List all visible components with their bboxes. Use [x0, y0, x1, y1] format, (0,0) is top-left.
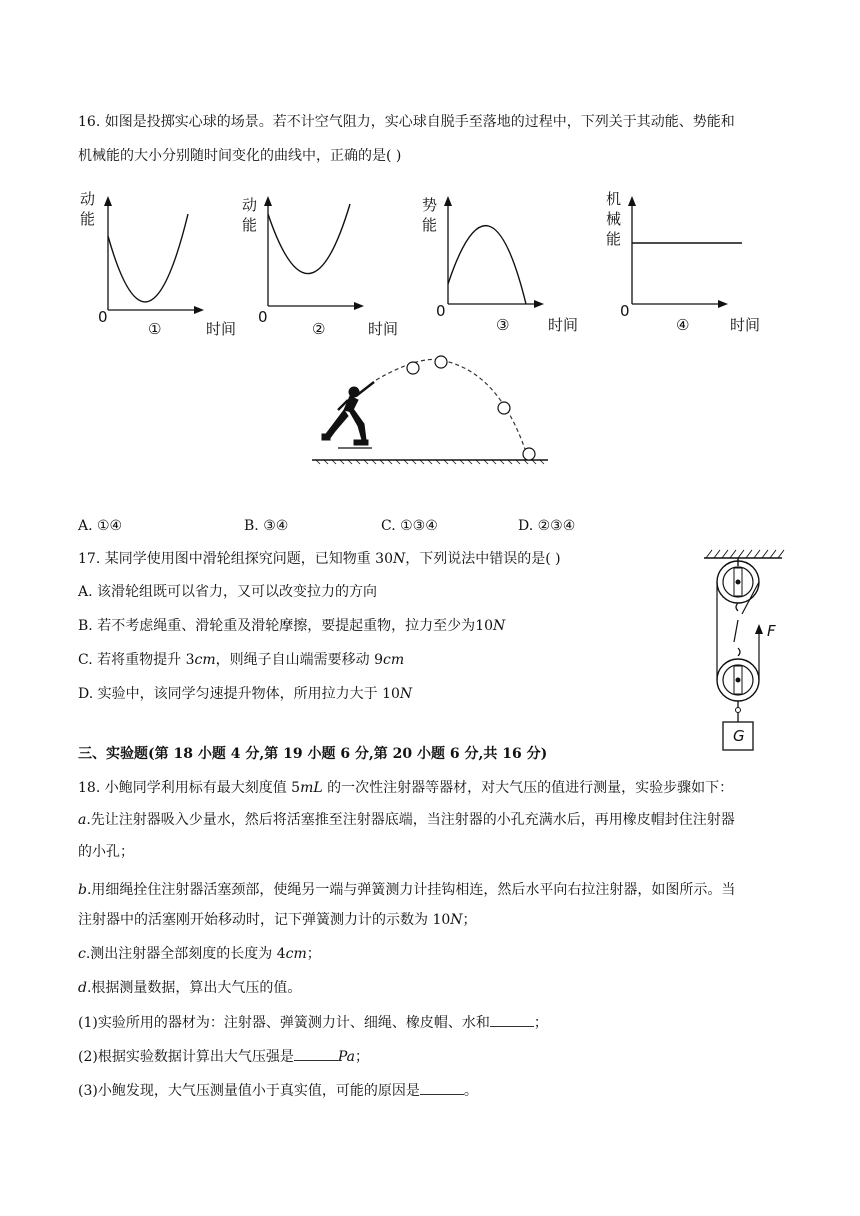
- graph-2-ylabel-1: 动: [242, 196, 258, 214]
- graph-4-xlabel: 时间: [730, 316, 761, 334]
- graph-3-potential-energy: [420, 188, 590, 340]
- q17-stem: 17. 某同学使用图中滑轮组探究问题，已知物重 30N，下列说法中错误的是( ): [78, 551, 561, 567]
- q16-stem-line2: 机械能的大小分别随时间变化的曲线中，正确的是( ): [78, 148, 402, 164]
- weight-label: G: [733, 727, 745, 745]
- graph-4-mechanical-energy: [604, 188, 779, 340]
- q17-option-b[interactable]: B. 若不考虑绳重、滑轮重及滑轮摩擦，要提起重物，拉力至少为10N: [78, 618, 506, 634]
- q18-intro: 18. 小鲍同学利用标有最大刻度值 5mL 的一次性注射器等器材，对大气压的值进行测量，实验步骤如下：: [78, 780, 734, 796]
- q17-option-c[interactable]: C. 若将重物提升 3cm，则绳子自山端需要移动 9cm: [78, 652, 405, 668]
- q17-option-a[interactable]: A. 该滑轮组既可以省力，又可以改变拉力的方向: [78, 584, 378, 600]
- graph-3-origin: 0: [436, 302, 446, 320]
- q16-option-d[interactable]: D. ②③④: [518, 518, 576, 534]
- q18-step-b-line1: b.用细绳拴住注射器活塞颈部，使绳另一端与弹簧测力计挂钩相连，然后水平向右拉注射器，如图所示。当: [78, 882, 736, 898]
- graph-3-xlabel: 时间: [548, 316, 579, 334]
- athlete-figure: [322, 382, 374, 448]
- graph-1-ylabel-2: 能: [80, 210, 96, 228]
- graph-4-ylabel-2: 械: [606, 210, 622, 228]
- q18-step-d: d.根据测量数据，算出大气压的值。: [78, 980, 302, 996]
- answer-blank-3[interactable]: [420, 1080, 464, 1095]
- graph-1-ylabel-1: 动: [80, 190, 96, 208]
- q16-option-c[interactable]: C. ①③④: [381, 518, 438, 534]
- pulley-system-figure: [700, 546, 790, 758]
- q18-step-a-line1: a.先让注射器吸入少量水，然后将活塞推至注射器底端，当注射器的小孔充满水后，再用橡皮帽封住注射器: [78, 812, 735, 828]
- graph-1-kinetic-energy: [78, 188, 248, 340]
- graph-1-number: ①: [148, 320, 162, 338]
- q18-step-b-line2: 注射器中的活塞刚开始移动时，记下弹簧测力计的示数为 10N；: [78, 912, 477, 928]
- graph-4-ylabel-1: 机: [606, 190, 622, 208]
- answer-blank-1[interactable]: [490, 1012, 534, 1027]
- graph-1-origin: 0: [98, 308, 108, 326]
- graph-4-ylabel-3: 能: [606, 230, 622, 248]
- graph-2-origin: 0: [258, 308, 268, 326]
- graph-3-ylabel-2: 能: [422, 216, 438, 234]
- q18-part-2: (2)根据实验数据计算出大气压强是 Pa；: [78, 1046, 369, 1067]
- section-3-heading: 三、实验题(第 18 小题 4 分,第 19 小题 6 分,第 20 小题 6 分,共 16 分): [78, 746, 548, 762]
- q18-part-3: (3)小鲍发现，大气压测量值小于真实值，可能的原因是 。: [78, 1080, 478, 1101]
- q17-option-d[interactable]: D. 实验中，该同学匀速提升物体，所用拉力大于 10N: [78, 686, 413, 702]
- q18-part-1: (1)实验所用的器材为：注射器、弹簧测力计、细绳、橡皮帽、水和 ；: [78, 1012, 548, 1033]
- force-label: F: [767, 622, 776, 640]
- graph-2-xlabel: 时间: [368, 320, 399, 338]
- graph-1-xlabel: 时间: [206, 320, 237, 338]
- graph-4-origin: 0: [620, 302, 630, 320]
- answer-blank-2[interactable]: [294, 1046, 338, 1061]
- graph-4-number: ④: [676, 316, 690, 334]
- q18-step-c: c.测出注射器全部刻度的长度为 4cm；: [78, 946, 321, 962]
- graph-2-kinetic-energy: [240, 188, 410, 340]
- q16-stem-line1: 16. 如图是投掷实心球的场景。若不计空气阻力，实心球自脱手至落地的过程中，下列关于其动能、势能和: [78, 114, 735, 130]
- graph-3-ylabel-1: 势: [422, 196, 438, 214]
- shot-put-throwing-figure: [308, 348, 553, 466]
- q18-step-a-line2: 的小孔；: [78, 844, 134, 860]
- graph-2-number: ②: [312, 320, 326, 338]
- q16-option-a[interactable]: A. ①④: [78, 518, 123, 534]
- q16-option-b[interactable]: B. ③④: [244, 518, 289, 534]
- graph-2-ylabel-2: 能: [242, 216, 258, 234]
- graph-3-number: ③: [496, 316, 510, 334]
